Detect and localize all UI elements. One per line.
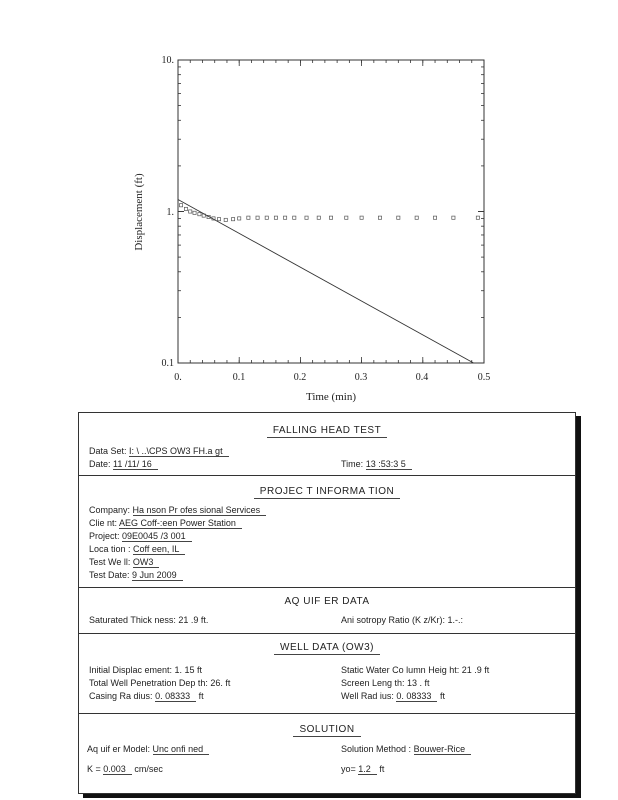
data-point xyxy=(415,216,418,219)
section-title: PROJEC T INFORMA TION xyxy=(254,486,400,499)
y-tick-0.1: 0.1 xyxy=(161,358,174,369)
location-value: Coff een, IL xyxy=(133,544,185,555)
solution-section xyxy=(79,713,575,795)
yo-value: 1.2 xyxy=(358,764,377,775)
x-tick-0.2: 0.2 xyxy=(293,372,307,383)
project-value: 09E0045 /3 001 xyxy=(122,531,192,542)
k-unit: cm/sec xyxy=(134,764,163,774)
data-point xyxy=(224,218,227,221)
section-title: FALLING HEAD TEST xyxy=(267,425,387,438)
casing-radius-unit: ft xyxy=(198,691,204,701)
falling-head-test-section xyxy=(79,413,575,475)
data-point xyxy=(452,216,455,219)
well-radius-label: Well Rad ius: xyxy=(341,691,394,701)
data-point xyxy=(238,217,241,220)
solution-method-value: Bouwer-Rice xyxy=(414,744,472,755)
data-point xyxy=(284,216,287,219)
y-tick-10: 10. xyxy=(161,55,174,66)
data-point xyxy=(433,216,436,219)
data-point xyxy=(476,216,479,219)
report-panel xyxy=(78,412,576,794)
well-radius-value: 0. 08333 xyxy=(396,691,437,702)
data-point xyxy=(193,211,196,214)
test-date-value: 9 Jun 2009 xyxy=(132,570,183,581)
dataset-value: I: \ ..\CPS OW3 FH.a gt xyxy=(129,446,229,457)
casing-radius-label: Casing Ra dius: xyxy=(89,691,153,701)
x-tick-0.1: 0.1 xyxy=(232,372,246,383)
fit-line xyxy=(178,200,474,363)
data-point xyxy=(247,216,250,219)
section-title: WELL DATA (OW3) xyxy=(274,642,380,655)
date-value: 11 /11/ 16 xyxy=(113,459,158,470)
data-point xyxy=(189,210,192,213)
k-label: K = xyxy=(87,764,101,774)
location-label: Loca tion : xyxy=(89,544,131,554)
x-tick-0.5: 0.5 xyxy=(477,372,491,383)
screen-length: Screen Leng th: 13 . ft xyxy=(341,678,430,688)
section-title: AQ UIF ER DATA xyxy=(284,596,370,607)
data-point xyxy=(305,216,308,219)
x-tick-0.4: 0.4 xyxy=(415,372,429,383)
test-well-label: Test We ll: xyxy=(89,557,131,567)
data-point xyxy=(329,216,332,219)
data-point xyxy=(184,207,187,210)
well-data-section xyxy=(79,633,575,714)
time-label: Time: xyxy=(341,459,364,469)
company-label: Company: xyxy=(89,505,131,515)
data-point xyxy=(198,213,201,216)
well-radius-unit: ft xyxy=(439,691,445,701)
y-tick-1: 1. xyxy=(166,207,174,218)
data-point xyxy=(293,216,296,219)
k-value: 0.003 xyxy=(103,764,132,775)
data-point xyxy=(179,204,182,207)
company-value: Ha nson Pr ofes sional Services xyxy=(133,505,267,516)
x-axis-label: Time (min) xyxy=(305,391,357,403)
client-label: Clie nt: xyxy=(89,518,118,528)
aquifer-data-section xyxy=(79,587,575,634)
data-point xyxy=(274,216,277,219)
axis-ticks xyxy=(178,60,484,363)
data-point xyxy=(256,216,259,219)
panel-shadow-right xyxy=(576,416,581,794)
solution-method-label: Solution Method : xyxy=(341,744,412,754)
y-axis-label: Displacement (ft) xyxy=(133,173,145,251)
data-point xyxy=(378,216,381,219)
plot-frame xyxy=(178,60,484,363)
test-date-label: Test Date: xyxy=(89,570,130,580)
yo-label: yo= xyxy=(341,764,356,774)
client-value: AEG Coff-:een Power Station xyxy=(119,518,242,529)
section-title: SOLUTION xyxy=(293,724,360,737)
casing-radius-value: 0. 08333 xyxy=(155,691,196,702)
time-value: 13 :53:3 5 xyxy=(366,459,412,470)
x-tick-0.3: 0.3 xyxy=(354,372,368,383)
total-well-penetration: Total Well Penetration Dep th: 26. ft xyxy=(89,678,231,688)
initial-displacement: Initial Displac ement: 1. 15 ft xyxy=(89,665,203,675)
static-water-column: Static Water Co lumn Heig ht: 21 .9 ft xyxy=(341,665,490,675)
project-label: Project: xyxy=(89,531,120,541)
test-well-value: OW3 xyxy=(133,557,160,568)
anisotropy-ratio: Ani sotropy Ratio (K z/Kr): 1.-.: xyxy=(341,615,464,625)
x-tick-0: 0. xyxy=(174,372,182,383)
dataset-label: Data Set: xyxy=(89,446,127,456)
data-point xyxy=(345,216,348,219)
date-label: Date: xyxy=(89,459,111,469)
project-information-section xyxy=(79,475,575,588)
data-points xyxy=(179,204,479,222)
data-point xyxy=(360,216,363,219)
aquifer-model-label: Aq uif er Model: xyxy=(87,744,151,754)
data-point xyxy=(217,218,220,221)
aquifer-model-value: Unc onfi ned xyxy=(153,744,210,755)
saturated-thickness: Saturated Thick ness: 21 .9 ft. xyxy=(89,615,209,625)
data-point xyxy=(265,216,268,219)
yo-unit: ft xyxy=(379,764,385,774)
data-point xyxy=(317,216,320,219)
data-point xyxy=(397,216,400,219)
data-point xyxy=(231,218,234,221)
